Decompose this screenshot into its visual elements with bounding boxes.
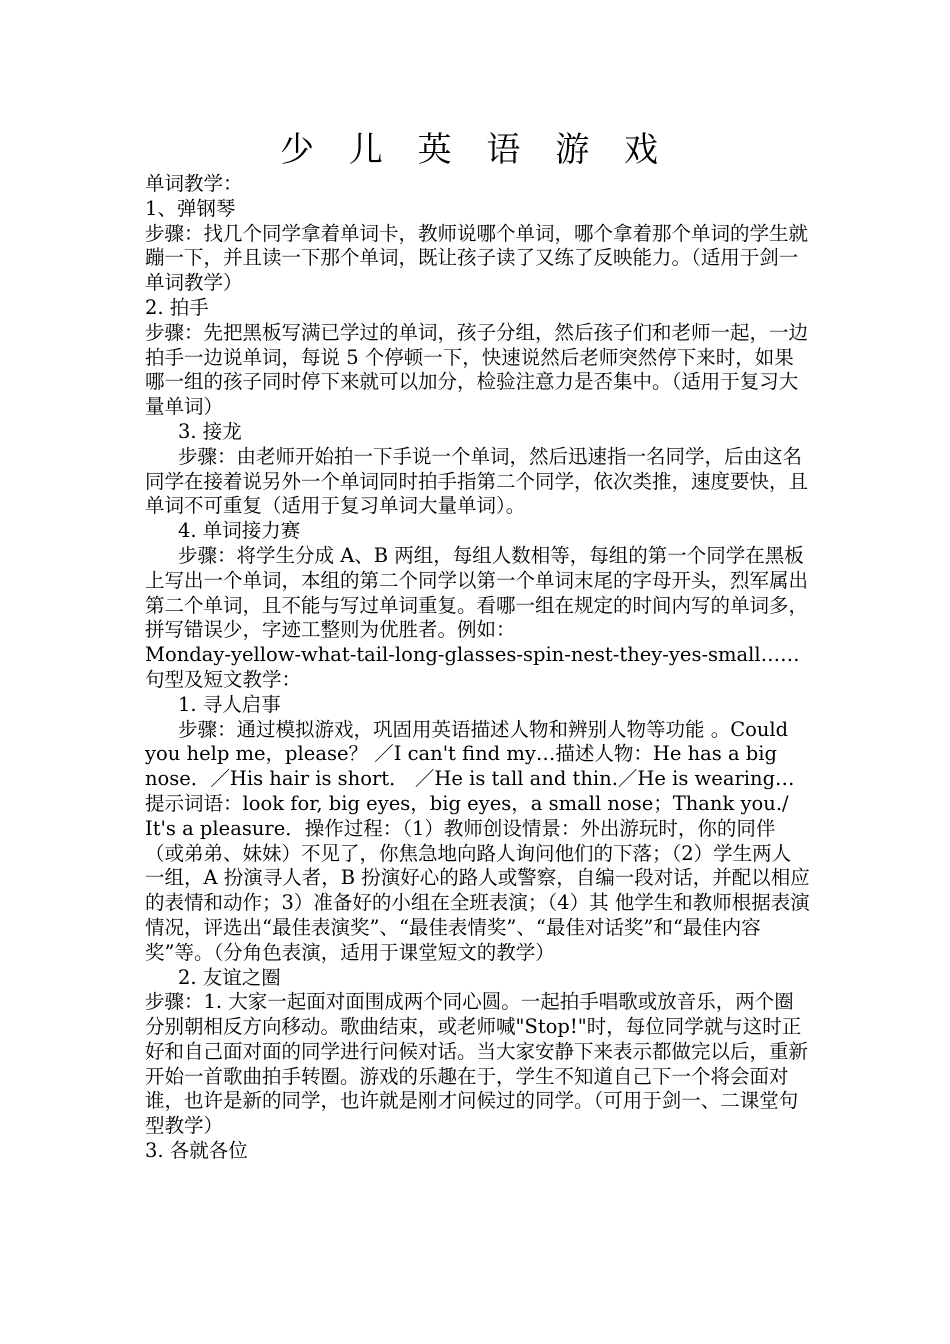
- paragraph: 步骤：找几个同学拿着单词卡，教师说哪个单词，哪个拿着那个单词的学生就蹦一下，并且读一下那个单词，既让孩子读了又练了反映能力。（适用于剑一单词教学）: [145, 221, 809, 295]
- paragraph: 2. 拍手: [145, 295, 209, 319]
- paragraph: 3. 各就各位: [145, 1139, 248, 1163]
- paragraph: 2. 友谊之圈: [178, 965, 281, 989]
- paragraph: 步骤：通过模拟游戏，巩固用英语描述人物和辨别人物等功能 。Could you help me，please？ ／I can't find my…描述人物：He has a big nose．／His hair is short． ／He is tall and thin.／He is wearing…提示词语：look for, big eyes，big eyes，a small nose；Thank you./ It's a pleasure．操作过程：（1）教师创设情景：外出游玩时，你的同伴（或弟弟、妹妹）不见了，你焦急地向路人询问他们的下落；（2）学生两人一组，A 扮演寻人者，B 扮演好心的路人或警察，自编一段对话，并配以相应的表情和动作；3）准备好的小组在全班表演；（4）其 他学生和教师根据表演情况，评选出“最佳表演奖”、“最佳表情奖”、“最佳对话奖”和“最佳内容奖”等。（分角色表演，适用于课堂短文的教学）: [145, 717, 810, 964]
- paragraph: 句型及短文教学：: [145, 667, 302, 691]
- paragraph: Monday-yellow-what-tail-long-glasses-spin-nest-they-yes-small……: [145, 643, 800, 667]
- paragraph: 步骤：先把黑板写满已学过的单词，孩子分组，然后孩子们和老师一起，一边拍手一边说单词，每说 5 个停顿一下，快速说然后老师突然停下来时，如果哪一组的孩子同时停下来就可以加分，检验注意力是否集中。（适用于复习大量单词）: [145, 320, 809, 419]
- paragraph: 步骤：由老师开始拍一下手说一个单词，然后迅速指一名同学，后由这名同学在接着说另外一个单词同时拍手指第二个同学，依次类推，速度要快，且单词不可重复（适用于复习单词大量单词）。: [145, 444, 809, 518]
- document-title: 少 儿 英 语 游 戏: [279, 130, 671, 170]
- document-body: [145, 172, 810, 1164]
- paragraph: 单词教学：: [145, 172, 243, 195]
- paragraph: 1. 寻人启事: [178, 692, 281, 716]
- paragraph: 步骤：将学生分成 A、B 两组，每组人数相等，每组的第一个同学在黑板上写出一个单词，本组的第二个同学以第一个单词末尾的字母开头，烈军属出第二个单词，且不能与写过单词重复。看哪一组在规定的时间内写的单词多，拼写错误少，字迹工整则为优胜者。例如：: [145, 543, 809, 642]
- paragraph: 4. 单词接力赛: [178, 519, 301, 543]
- paragraph: 1、弹钢琴: [145, 196, 236, 220]
- paragraph: 步骤：1. 大家一起面对面围成两个同心圆。一起拍手唱歌或放音乐，两个圈分别朝相反方向移动。歌曲结束，或老师喊"Stop!"时，每位同学就与这时正好和自己面对面的同学进行问候对话。当大家安静下来表示都做完以后，重新开始一首歌曲拍手转圈。游戏的乐趣在于，学生不知道自己下一个将会面对谁，也许是新的同学，也许就是刚才问候过的同学。（可用于剑一、二课堂句型教学）: [145, 990, 809, 1138]
- paragraph: 3. 接龙: [178, 419, 242, 443]
